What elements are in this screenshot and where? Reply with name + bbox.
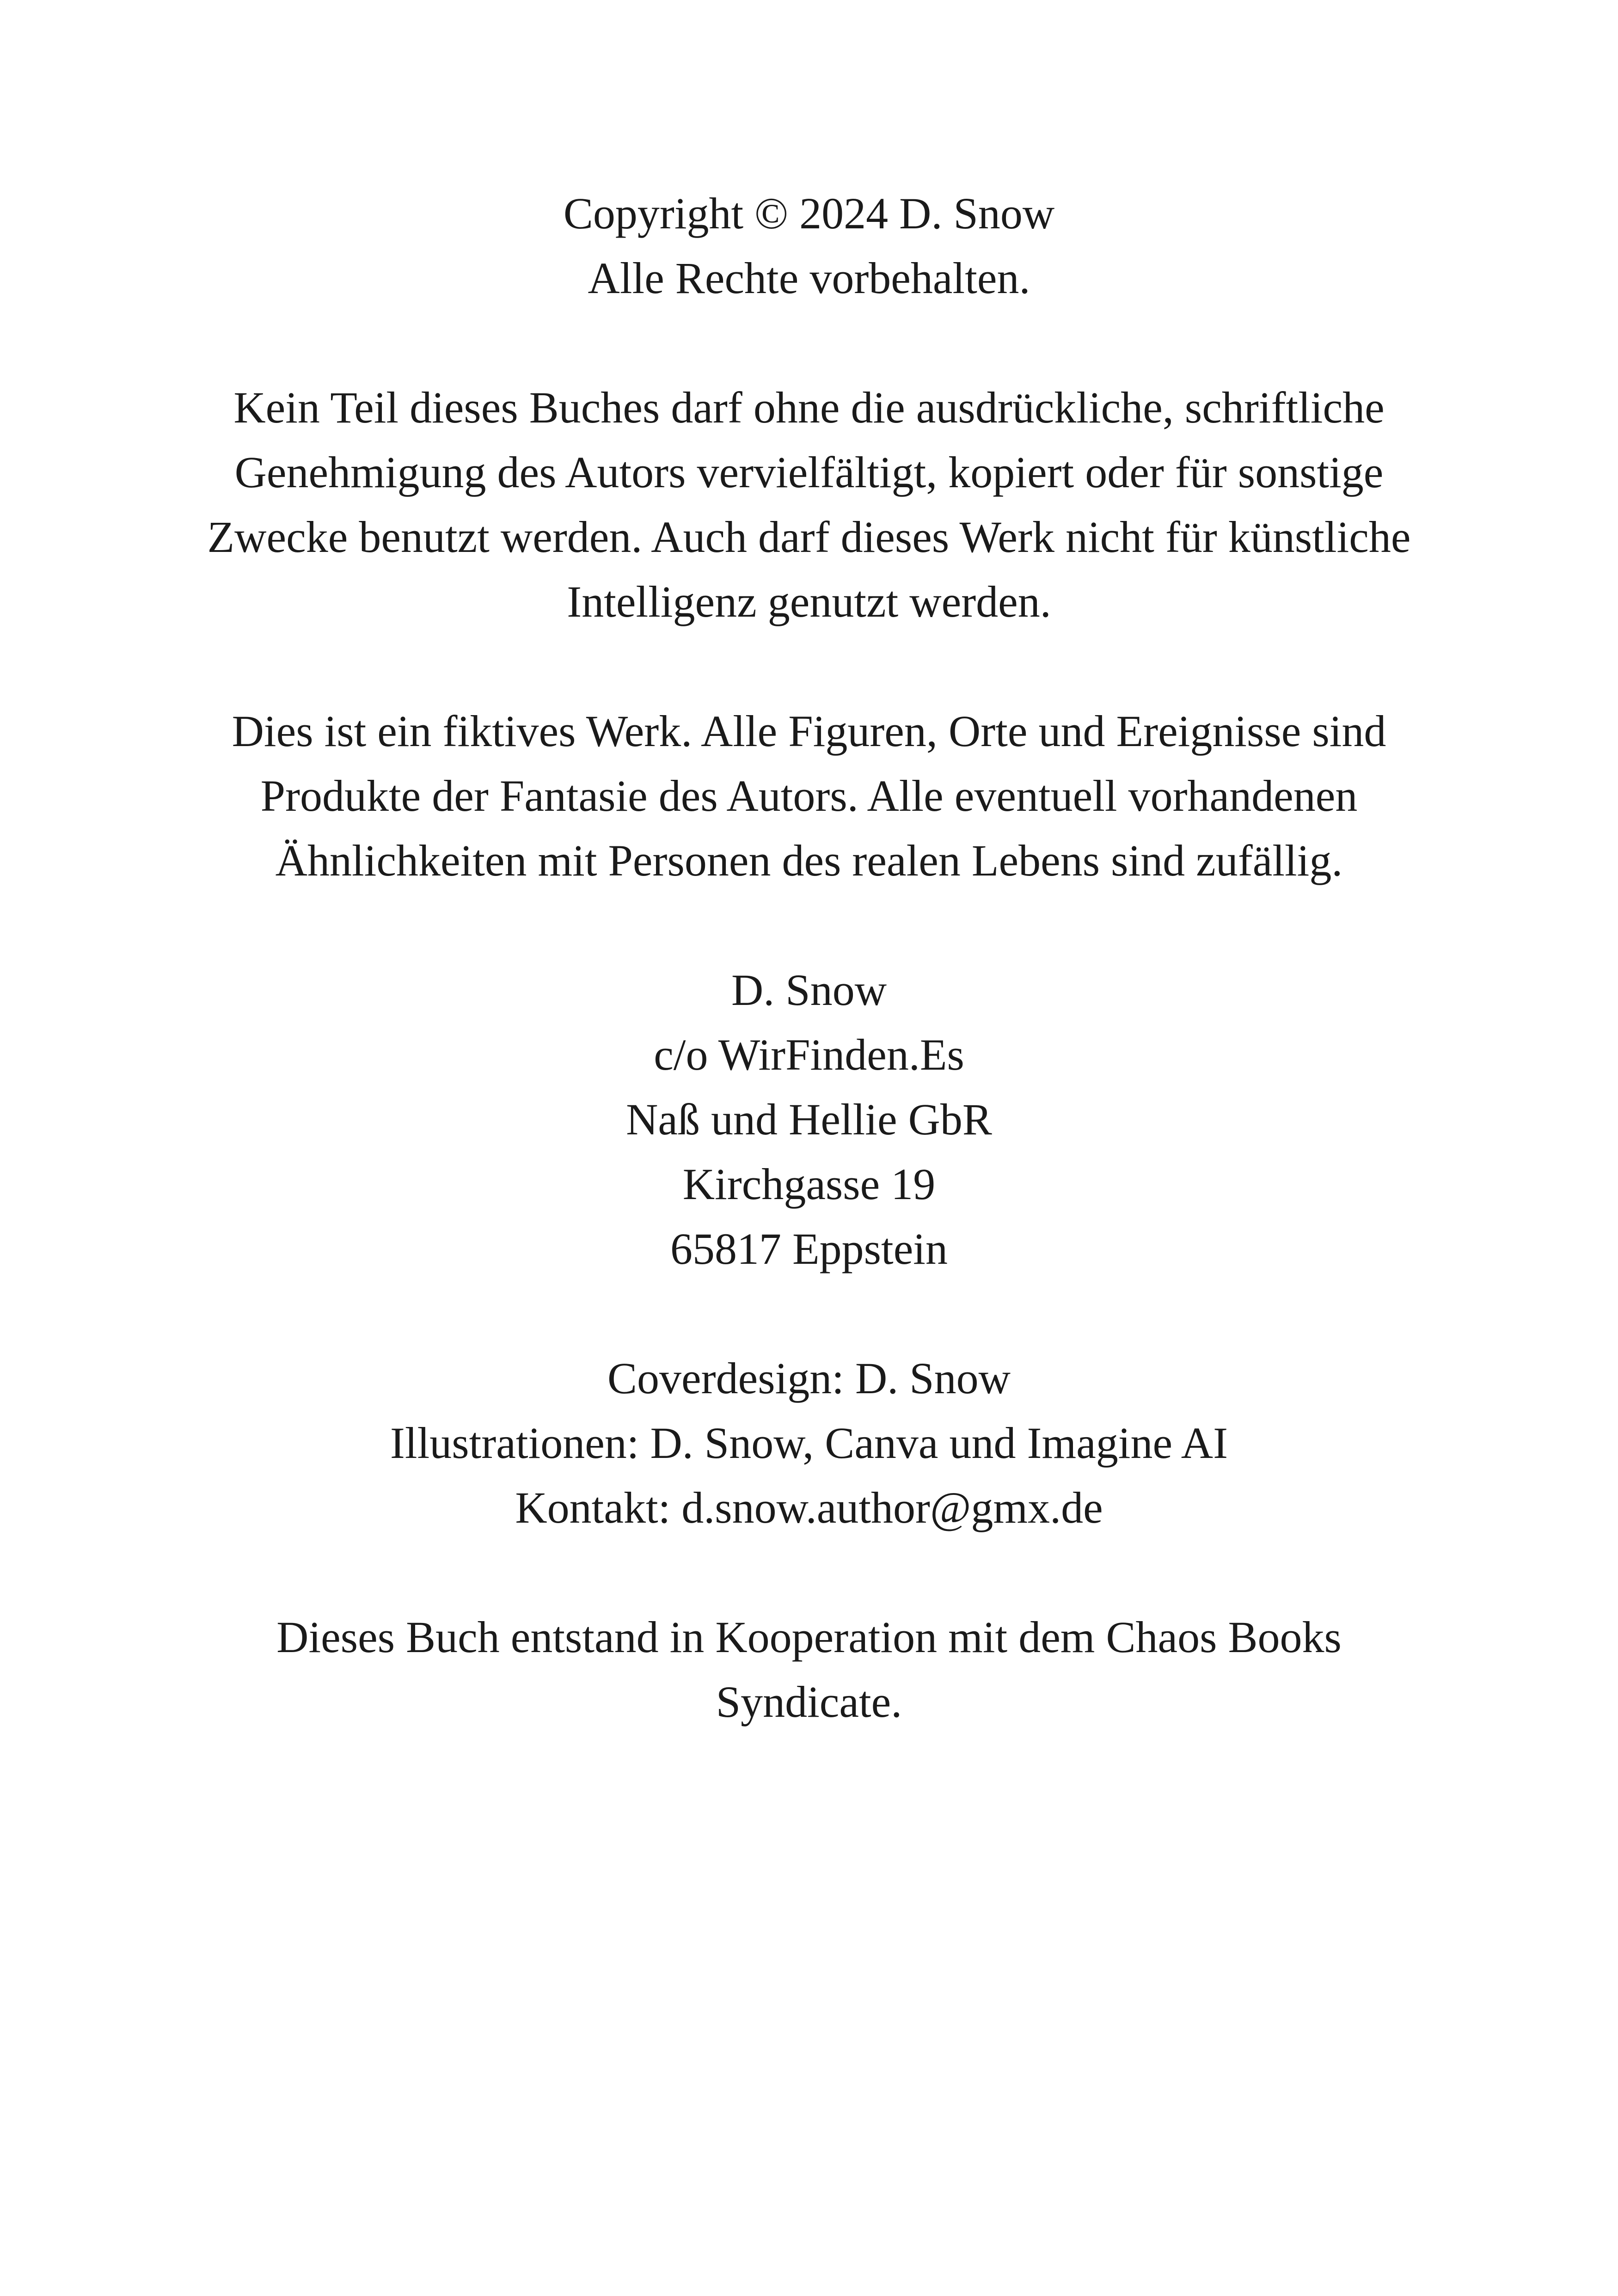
cooperation-line: Dieses Buch entstand in Kooperation mit dem Chaos Books bbox=[276, 1612, 1342, 1662]
rights-notice-line: Genehmigung des Autors vervielfältigt, kopiert oder für sonstige bbox=[234, 447, 1384, 497]
copyright-block bbox=[139, 181, 1479, 311]
rights-notice-line: Intelligenz genutzt werden. bbox=[567, 577, 1051, 626]
credits-block bbox=[139, 1346, 1479, 1540]
page-content bbox=[139, 181, 1479, 1799]
fiction-notice-line: Dies ist ein fiktives Werk. Alle Figuren, Orte und Ereignisse sind bbox=[232, 706, 1386, 756]
rights-notice-paragraph bbox=[139, 375, 1479, 634]
rights-notice-line: Kein Teil dieses Buches darf ohne die ausdrückliche, schriftliche bbox=[233, 383, 1385, 432]
author-name: D. Snow bbox=[731, 965, 887, 1015]
rights-reserved-line: Alle Rechte vorbehalten. bbox=[588, 253, 1030, 303]
address-city: 65817 Eppstein bbox=[670, 1224, 948, 1274]
cooperation-paragraph bbox=[139, 1605, 1479, 1734]
rights-notice-line: Zwecke benutzt werden. Auch darf dieses Werk nicht für künstliche bbox=[207, 512, 1411, 562]
address-block bbox=[139, 958, 1479, 1281]
fiction-notice-line: Produkte der Fantasie des Autors. Alle eventuell vorhandenen bbox=[260, 771, 1358, 820]
cover-design-credit: Coverdesign: D. Snow bbox=[607, 1353, 1011, 1403]
cooperation-line: Syndicate. bbox=[716, 1677, 902, 1727]
fiction-notice-paragraph bbox=[139, 699, 1479, 893]
address-street: Kirchgasse 19 bbox=[682, 1159, 936, 1209]
address-line: Naß und Hellie GbR bbox=[626, 1095, 992, 1144]
copyright-line: Copyright © 2024 D. Snow bbox=[563, 189, 1055, 238]
illustrations-credit: Illustrationen: D. Snow, Canva und Imagine AI bbox=[390, 1418, 1228, 1468]
fiction-notice-line: Ähnlichkeiten mit Personen des realen Lebens sind zufällig. bbox=[275, 836, 1343, 885]
address-line: c/o WirFinden.Es bbox=[654, 1030, 964, 1079]
contact-line: Kontakt: d.snow.author@gmx.de bbox=[515, 1483, 1103, 1532]
